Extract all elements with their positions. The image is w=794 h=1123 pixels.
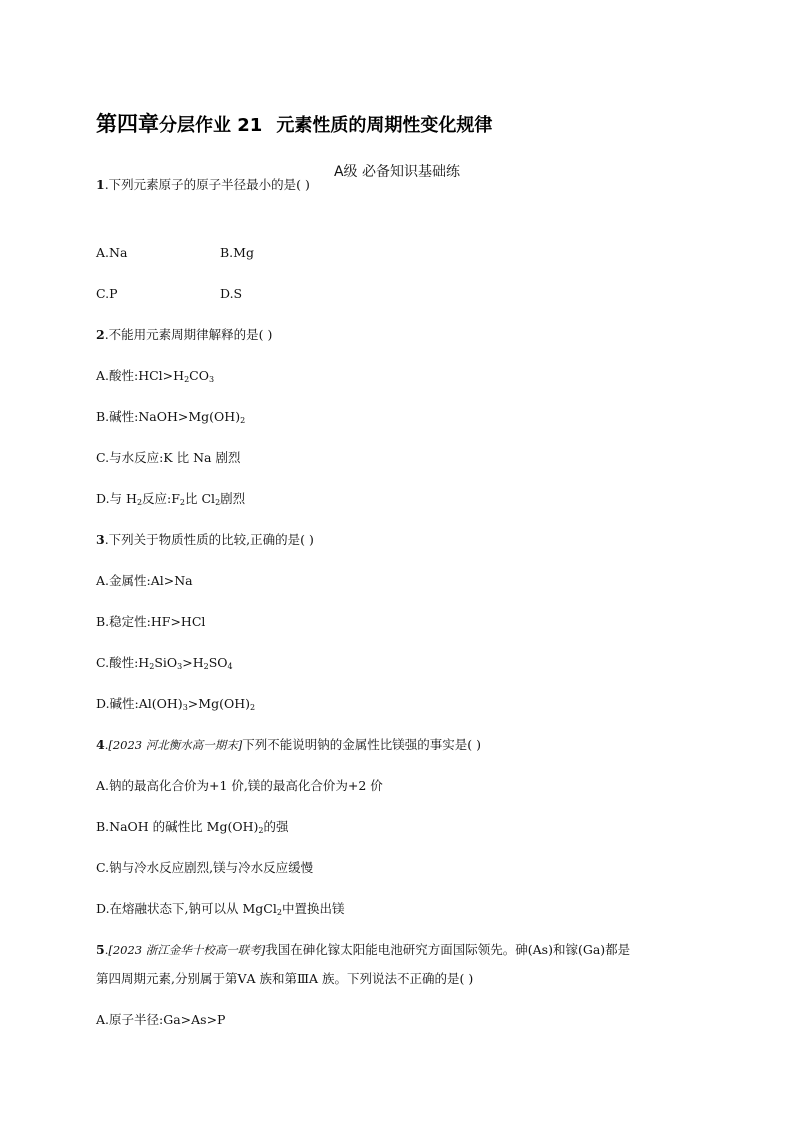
question-3-option-c: C.酸性$:H_2SiO_3>H_2SO_4$ <box>96 655 233 671</box>
question-source: .[2023 河北衡水高一期末] <box>104 738 243 752</box>
question-2-option-d: D.与 $H_2$反应$:F_2$比 $Cl_2$剧烈 <box>96 491 246 507</box>
question-4-option-b: B.NaOH 的碱性比 $Mg(OH)_2$的强 <box>96 819 289 835</box>
question-4-stem: 4.[2023 河北衡水高一期末]下列不能说明钠的金属性比镁强的事实是( ) <box>96 737 481 752</box>
option-a: A.Na <box>96 245 128 260</box>
option-b: B.Mg <box>220 245 254 260</box>
question-5-stem-line2: 第四周期元素,分别属于第ⅤA 族和第ⅢA 族。下列说法不正确的是( ) <box>96 971 474 986</box>
question-1-options-row1 <box>96 244 396 262</box>
question-4-option-d: D.在熔融状态下,钠可以从 MgCl$_2$中置换出镁 <box>96 901 345 917</box>
question-2-stem: 2.不能用元素周期律解释的是( ) <box>96 327 273 342</box>
question-5-option-a: A.原子半径:Ga>As>P <box>96 1012 226 1027</box>
question-3-stem: 3.下列关于物质性质的比较,正确的是( ) <box>96 532 314 547</box>
question-2-option-a: A.酸性$:HCl>H_2CO_3$ <box>96 368 215 384</box>
question-3-option-d: D.碱性$:Al(OH)_3>Mg(OH)_2$ <box>96 696 256 712</box>
topic-title: 元素性质的周期性变化规律 <box>276 115 493 136</box>
question-4-option-a: A.钠的最高化合价为+1 价,镁的最高化合价为+2 价 <box>96 778 383 793</box>
question-source: .[2023 浙江金华十校高一联考] <box>104 943 266 957</box>
question-1-options-row2 <box>96 285 396 303</box>
question-1-stem: 1.下列元素原子的原子半径最小的是( ) <box>96 177 310 192</box>
homework-number: 分层作业 21 <box>159 115 263 136</box>
option-c: C.P <box>96 286 118 301</box>
question-2-option-c: C.与水反应:K 比 Na 剧烈 <box>96 450 241 465</box>
question-5-stem-line1: 5.[2023 浙江金华十校高一联考]我国在砷化镓太阳能电池研究方面国际领先。砷(As)和镓(Ga)都是 <box>96 942 631 957</box>
question-3-option-b: B.稳定性:HF>HCl <box>96 614 206 629</box>
page-title <box>96 108 492 138</box>
question-3-option-a: A.金属性:Al>Na <box>96 573 193 588</box>
question-4-option-c: C.钠与冷水反应剧烈,镁与冷水反应缓慢 <box>96 860 314 875</box>
level-heading: A级 必备知识基础练 <box>333 164 461 180</box>
chapter-label: 第四章 <box>96 112 159 136</box>
option-d: D.S <box>220 286 243 301</box>
question-2-option-b: B.碱性$:NaOH>Mg(OH)_2$ <box>96 409 246 425</box>
